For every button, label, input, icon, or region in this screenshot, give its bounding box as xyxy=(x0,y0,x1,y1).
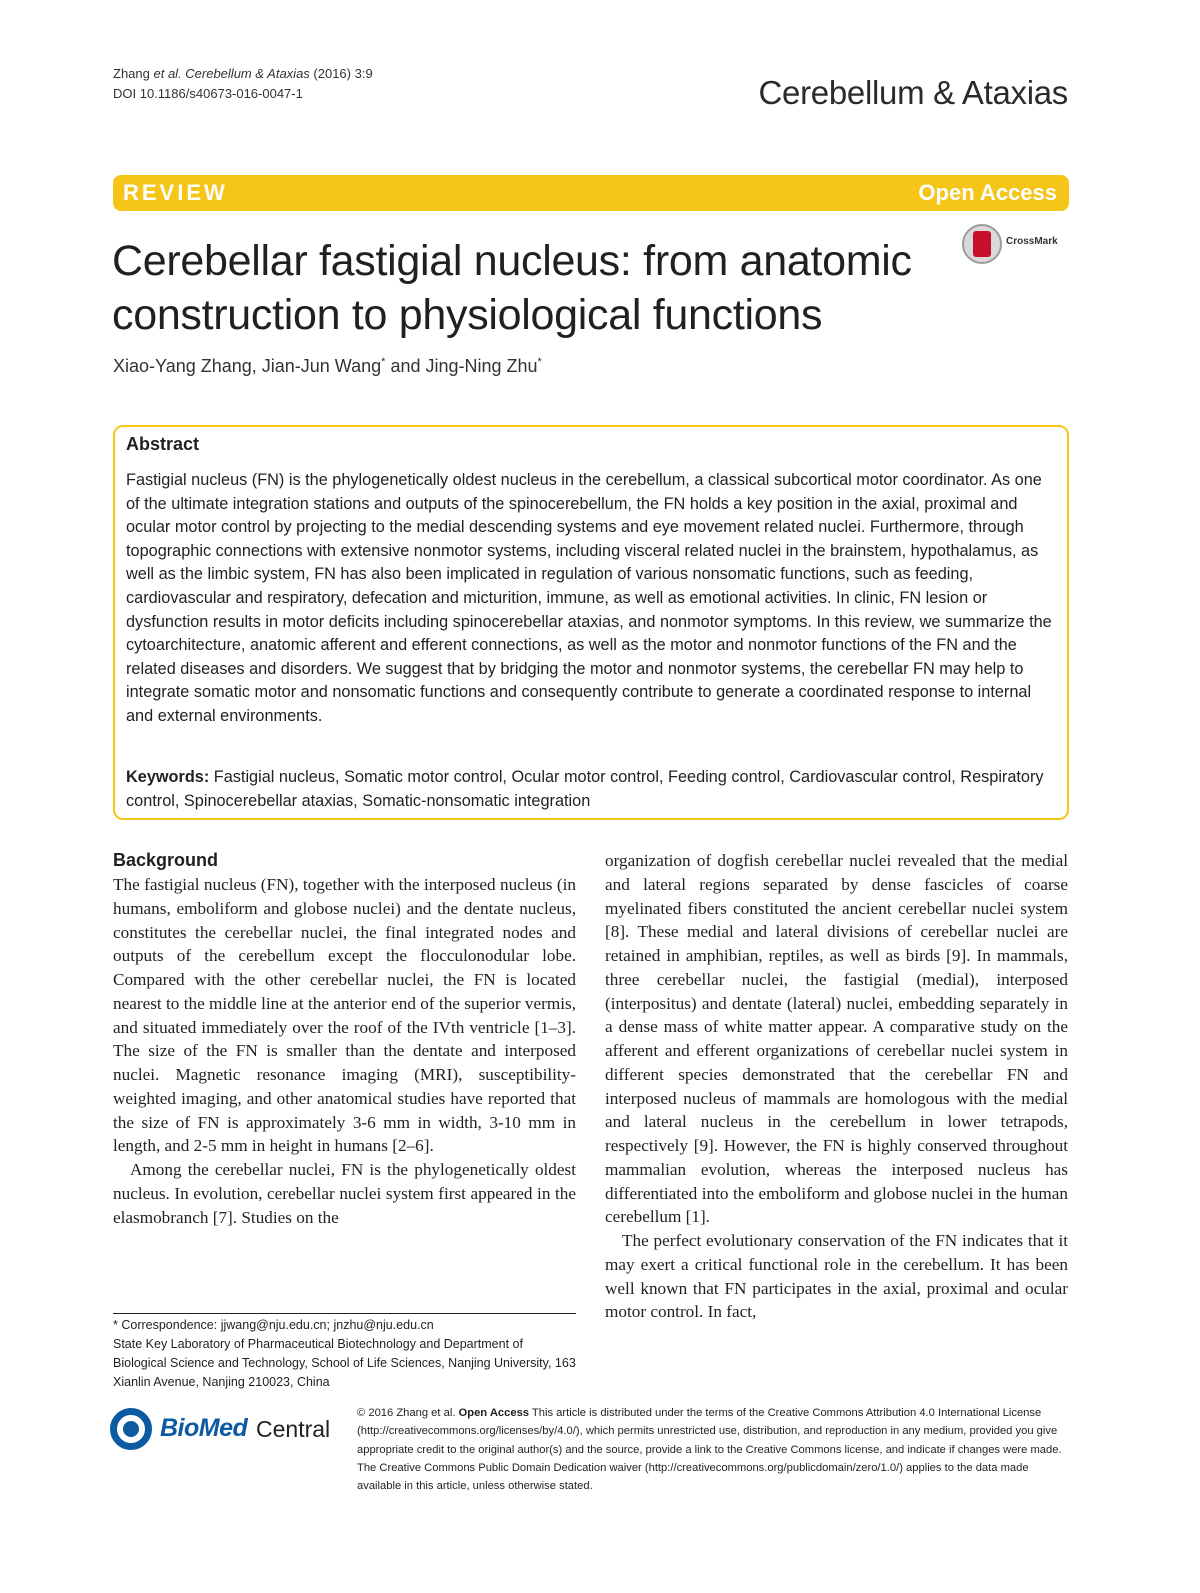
open-access-label: Open Access xyxy=(918,180,1057,205)
author-mark-2: * xyxy=(537,356,542,368)
author-mark-1: * xyxy=(381,356,386,368)
article-type-label: REVIEW xyxy=(123,180,228,205)
citation-suffix: (2016) 3:9 xyxy=(309,66,373,81)
citation-prefix: Zhang xyxy=(113,66,154,81)
body-paragraph: Among the cerebellar nuclei, FN is the phylogenetically oldest nucleus. In evolution, cerebellar nuclei system first appeared in the elasmobranch [7]. Studies on the xyxy=(113,1160,576,1227)
body-column-right xyxy=(605,849,1068,1324)
affiliation-text: State Key Laboratory of Pharmaceutical Biotechnology and Department of Biological Science and Technology, School of Life Sciences, Nanjing University, 163 Xianlin Avenue, Nanjing 210023, China xyxy=(113,1337,576,1389)
journal-name: Cerebellum & Ataxias xyxy=(758,74,1068,111)
author-names-2: and Jing-Ning Zhu xyxy=(385,356,538,376)
body-paragraph: The perfect evolutionary conservation of the FN indicates that it may exert a critical functional role in the cerebellum. It has been well known that FN participates in the axial, proximal and ocular motor control. In fact, xyxy=(605,1231,1068,1322)
citation-block xyxy=(113,64,373,104)
biomed-central-logo-icon xyxy=(110,1408,340,1454)
author-list xyxy=(113,356,542,377)
body-column-left xyxy=(113,873,576,1229)
crossmark-flag-icon xyxy=(973,231,991,257)
abstract-heading: Abstract xyxy=(126,434,200,454)
logo-dot-icon xyxy=(123,1421,139,1437)
crossmark-button[interactable] xyxy=(962,224,1072,268)
citation-line xyxy=(113,64,373,84)
section-heading-background: Background xyxy=(113,850,219,870)
article-title: Cerebellar fastigial nucleus: from anatomic construction to physiological functions xyxy=(112,237,912,339)
keywords-list: Fastigial nucleus, Somatic motor control, Ocular motor control, Feeding control, Cardiovascular control, Respiratory control, Spinocerebellar ataxias, Somatic-nonsomatic integration xyxy=(126,768,1044,810)
logo-text-bold: BioMed xyxy=(160,1414,248,1442)
license-text: This article is distributed under the terms of the Creative Commons Attribution 4.0 International License (http://creativecommons.org/licenses/by/4.0/), which permits unrestricted use, distribution, and reproduction in any medium, provided you give appropriate credit to the original author(s) and the source, provide a link to the Creative Commons license, and indicate if changes were made. The Creative Commons Public Domain Dedication waiver (http://creativecommons.org/publicdomain/zero/1.0/) applies to the data made available in this article, unless otherwise stated. xyxy=(357,1407,1062,1493)
abstract-text: Fastigial nucleus (FN) is the phylogenetically oldest nucleus in the cerebellum, a classical subcortical motor coordinator. As one of the ultimate integration stations and outputs of the spinocerebellum, the FN holds a key position in the axial, proximal and ocular motor control by projecting to the medial descending systems and eye movement related nuclei. Furthermore, through topographic connections with extensive nonmotor systems, including visceral related nuclei in the brainstem, hypothalamus, as well as the limbic system, FN has also been implicated in regulation of various nonsomatic functions, such as feeding, cardiovascular and respiratory, defecation and micturition, immune, as well as emotional activities. In clinic, FN lesion or dysfunction results in motor deficits including spinocerebellar ataxias, and nonmotor symptoms. In this review, we summarize the cytoarchitecture, anatomic afferent and efferent connections, as well as the motor and nonmotor functions of the FN and the related diseases and disorders. We suggest that by bridging the motor and nonmotor systems, the cerebellar FN may help to integrate somatic motor and nonsomatic functions and consequently contribute to generate a coordinated response to internal and external environments. xyxy=(126,471,1052,725)
logo-text-regular: Central xyxy=(256,1416,331,1442)
license-lead: © 2016 Zhang et al. xyxy=(357,1407,459,1419)
footnote xyxy=(113,1316,576,1392)
license-statement xyxy=(357,1404,1069,1495)
body-paragraph: organization of dogfish cerebellar nuclei revealed that the medial and lateral regions separated by dense fascicles of coarse myelinated fibers constituted the ancient cerebellar nuclei system [8]. These medial and lateral divisions of cerebellar nuclei are retained in amphibian, reptiles, as well as birds [9]. In mammals, three cerebellar nuclei, the fastigial (medial), interposed (interpositus) and dentate (lateral) nuclei, embedding separately in a dense mass of white matter appear. A comparative study on the afferent and efferent organizations of cerebellar nuclei system in different species demonstrated that the cerebellar FN and interposed nucleus of mammals are homologous with the medial and lateral nucleus in the cerebellum in lower tetrapods, respectively [9]. However, the FN is highly conserved throughout mammalian evolution, whereas the interposed nucleus has differentiated into the emboliform and globose nuclei in the human cerebellum [1]. xyxy=(605,851,1068,1227)
doi-line[interactable]: DOI 10.1186/s40673-016-0047-1 xyxy=(113,86,303,101)
footnote-divider xyxy=(113,1313,576,1314)
license-open-access: Open Access xyxy=(458,1407,530,1419)
article-type-band xyxy=(113,175,1069,211)
crossmark-label: CrossMark xyxy=(1006,236,1058,247)
author-names-1: Xiao-Yang Zhang, Jian-Jun Wang xyxy=(113,356,382,376)
keywords-label: Keywords: xyxy=(126,768,210,786)
citation-journal: et al. Cerebellum & Ataxias xyxy=(153,66,310,81)
correspondence-line[interactable]: * Correspondence: jjwang@nju.edu.cn; jnzhu@nju.edu.cn xyxy=(113,1318,434,1332)
keywords xyxy=(126,765,1056,813)
body-paragraph: The fastigial nucleus (FN), together with the interposed nucleus (in humans, emboliform and globose nuclei) and the dentate nucleus, constitutes the cerebellar nuclei, the final integrated nodes and outputs of the cerebellum except the flocculonodular lobe. Compared with the other cerebellar nuclei, the FN is located nearest to the middle line at the anterior end of the superior vermis, and situated immediately over the roof of the IVth ventricle [1–3]. The size of the FN is smaller than the dentate and interposed nuclei. Magnetic resonance imaging (MRI), susceptibility-weighted imaging, and other anatomical studies have reported that the size of FN is approximately 3-6 mm in width, 3-10 mm in length, and 2-5 mm in height in humans [2–6]. xyxy=(113,875,576,1156)
